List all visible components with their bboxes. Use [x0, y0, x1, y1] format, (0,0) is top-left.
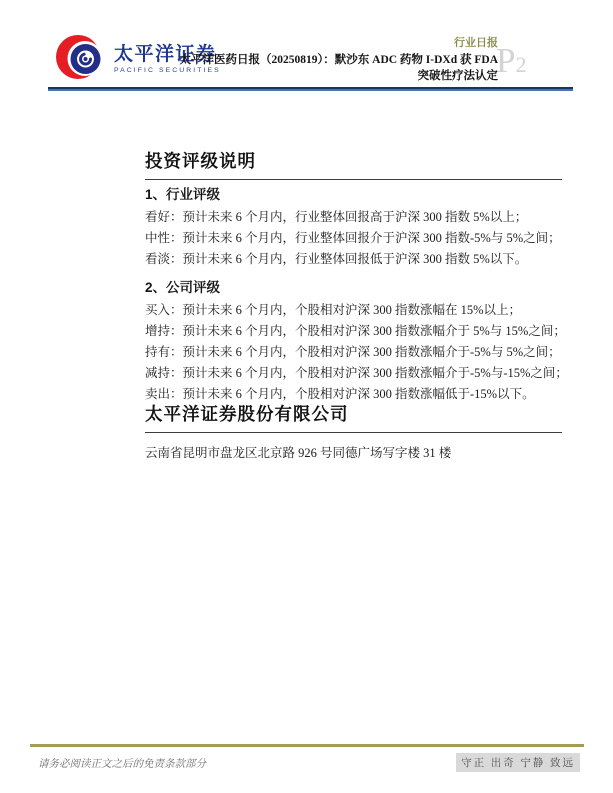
- rating-line: 看淡：预计未来 6 个月内，行业整体回报低于沪深 300 指数 5%以下。: [145, 252, 528, 266]
- page-number-letter: P: [496, 41, 516, 80]
- footer-divider: [30, 744, 584, 747]
- logo-cn-text: 太平洋证券: [114, 44, 217, 65]
- page-number: [496, 41, 527, 82]
- pacific-securities-logo-icon: [55, 30, 107, 85]
- rating-line: 中性：预计未来 6 个月内，行业整体回报介于沪深 300 指数-5%与 5%之间；: [145, 231, 561, 245]
- company-rating-list: [145, 300, 568, 405]
- rating-section: [145, 148, 568, 405]
- rating-line: 减持：预计未来 6 个月内，个股相对沪深 300 指数涨幅介于-5%与-15%之间；: [145, 366, 568, 380]
- footer-disclaimer: 请务必阅读正文之后的免责条款部分: [38, 759, 206, 770]
- rating-line: 卖出：预计未来 6 个月内，个股相对沪深 300 指数涨幅低于-15%以下。: [145, 387, 535, 401]
- rating-line: 持有：预计未来 6 个月内，个股相对沪深 300 指数涨幅介于-5%与 5%之间；: [145, 345, 561, 359]
- company-name: 太平洋证券股份有限公司: [145, 401, 562, 433]
- logo-en-text: PACIFIC SECURITIES: [114, 67, 221, 74]
- page-number-digit: 2: [515, 52, 527, 77]
- rating-line: 增持：预计未来 6 个月内，个股相对沪深 300 指数涨幅介于 5%与 15%之间；: [145, 324, 566, 338]
- footer-motto: 守正 出奇 宁静 致远: [456, 753, 580, 772]
- rating-line: 买入：预计未来 6 个月内，个股相对沪深 300 指数涨幅在 15%以上；: [145, 303, 522, 317]
- industry-rating-list: [145, 207, 562, 270]
- header-title-block: [168, 36, 498, 84]
- industry-rating-heading: 1、行业评级: [145, 187, 221, 202]
- header-divider: [48, 87, 573, 91]
- report-title: 太平洋医药日报（20250819）：默沙东 ADC 药物 I-DXd 获 FDA 突破性疗法认定: [179, 54, 498, 82]
- company-info-section: [145, 401, 562, 462]
- rating-line: 看好：预计未来 6 个月内，行业整体回报高于沪深 300 指数 5%以上；: [145, 210, 528, 224]
- section-title: 投资评级说明: [145, 148, 562, 180]
- report-type-label: 行业日报: [454, 37, 498, 49]
- company-rating-heading: 2、公司评级: [145, 280, 221, 295]
- company-address: 云南省昆明市盘龙区北京路 926 号同德广场写字楼 31 楼: [145, 446, 452, 460]
